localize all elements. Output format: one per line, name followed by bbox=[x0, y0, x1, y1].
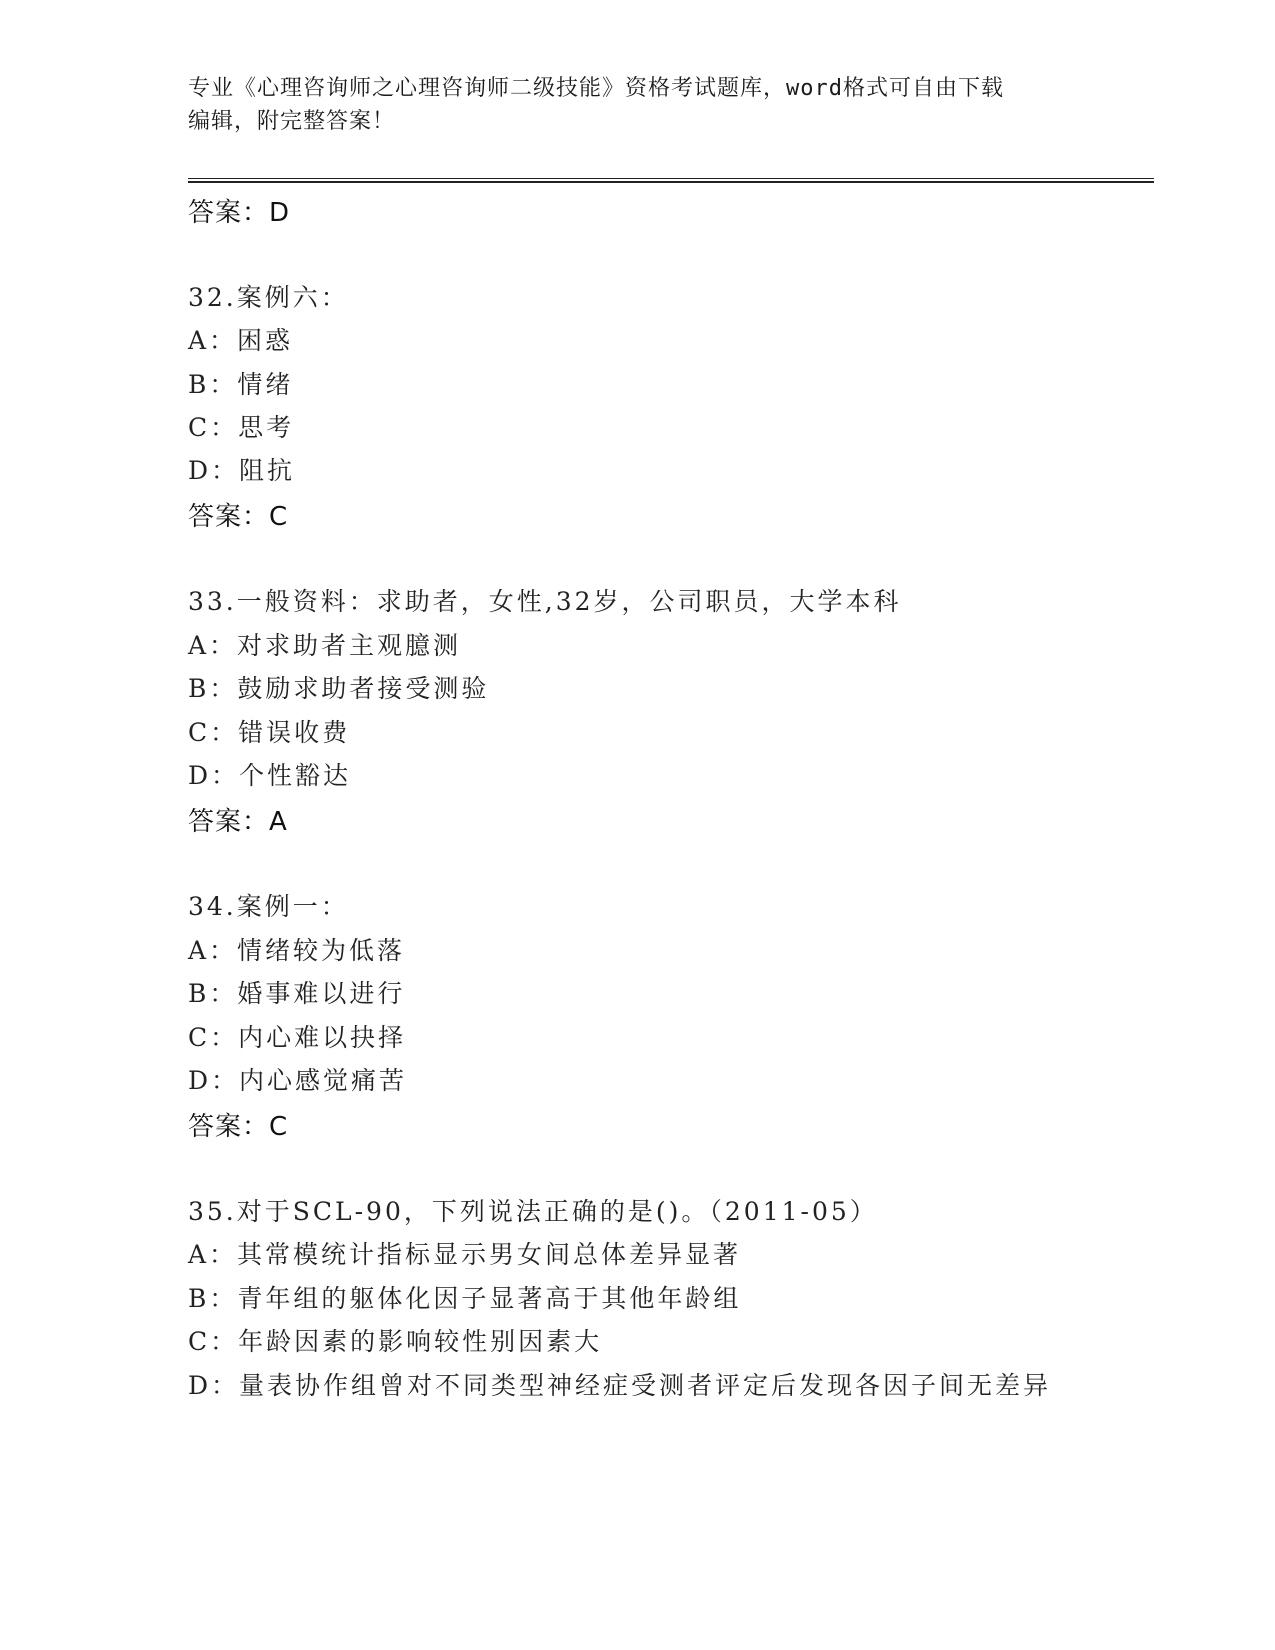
question-32-title: 32.案例六： bbox=[188, 283, 349, 312]
question-34-title: 34.案例一： bbox=[188, 892, 349, 921]
question-32-option-b: B：情绪 bbox=[188, 370, 294, 399]
question-32-option-a: A：困惑 bbox=[188, 326, 294, 355]
question-34-option-c: C：内心难以抉择 bbox=[188, 1023, 407, 1052]
question-35-title: 35.对于SCL-90，下列说法正确的是()。（2011-05） bbox=[188, 1197, 878, 1226]
question-33-option-b: B：鼓励求助者接受测验 bbox=[188, 674, 490, 703]
question-33-answer: 答案：A bbox=[188, 807, 288, 837]
question-35-option-a: A：其常模统计指标显示男女间总体差异显著 bbox=[188, 1240, 742, 1269]
question-33-title: 33.一般资料：求助者，女性,32岁，公司职员，大学本科 bbox=[188, 587, 902, 616]
question-34-option-b: B：婚事难以进行 bbox=[188, 979, 406, 1008]
question-34-option-d: D：内心感觉痛苦 bbox=[188, 1066, 408, 1095]
header-line-1: 专业《心理咨询师之心理咨询师二级技能》资格考试题库，word格式可自由下载 bbox=[188, 76, 1004, 101]
question-34-answer: 答案：C bbox=[188, 1112, 289, 1142]
question-33-option-a: A：对求助者主观臆测 bbox=[188, 631, 462, 660]
header-divider-thin bbox=[188, 178, 1154, 179]
question-33-option-c: C：错误收费 bbox=[188, 718, 351, 747]
document-header bbox=[188, 72, 1078, 138]
question-32-option-c: C：思考 bbox=[188, 413, 295, 442]
question-35-option-d: D：量表协作组曾对不同类型神经症受测者评定后发现各因子间无差异 bbox=[188, 1371, 1052, 1400]
header-line-2: 编辑，附完整答案！ bbox=[188, 109, 396, 134]
header-divider-thick bbox=[188, 181, 1154, 183]
question-33-option-d: D：个性豁达 bbox=[188, 761, 352, 790]
question-32-answer: 答案：C bbox=[188, 502, 289, 532]
question-35-option-c: C：年龄因素的影响较性别因素大 bbox=[188, 1327, 603, 1356]
question-34-option-a: A：情绪较为低落 bbox=[188, 936, 406, 965]
answer-previous: 答案：D bbox=[188, 198, 291, 228]
question-35-option-b: B：青年组的躯体化因子显著高于其他年龄组 bbox=[188, 1284, 742, 1313]
question-32-option-d: D：阻抗 bbox=[188, 456, 296, 485]
